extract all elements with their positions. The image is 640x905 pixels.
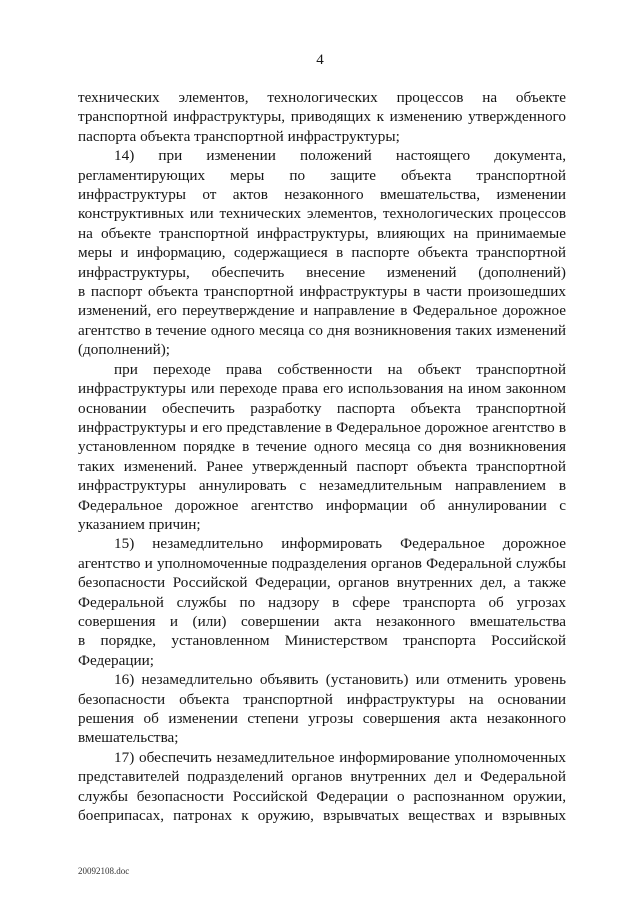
text-line: агентство в течение одного месяца со дня возникновения таких изменений [78, 321, 566, 339]
paragraph-item-17 [78, 748, 566, 826]
text-line: 17) обеспечить незамедлительное информирование уполномоченных [114, 748, 566, 766]
text-line: представителей подразделений органов внутренних дел и Федеральной [78, 768, 566, 786]
text-line: вмешательства; [78, 729, 179, 747]
document-body [78, 88, 566, 825]
paragraph-item-14 [78, 146, 566, 359]
text-line: 14) при изменении положений настоящего документа, [114, 147, 566, 165]
paragraph-continuation [78, 88, 566, 146]
text-line: конструктивных или технических элементов, технологических процессов [78, 205, 566, 223]
text-line: регламентирующих меры по защите объекта транспортной [78, 166, 566, 184]
text-line: установленном порядке в течение одного месяца со дня возникновения [78, 438, 566, 456]
text-line: 15) незамедлительно информировать Федеральное дорожное [114, 535, 566, 553]
text-line: указанием причин; [78, 515, 201, 533]
text-line: инфраструктуры или переходе права его использования на ином законном [78, 380, 566, 398]
text-line: меры и информацию, содержащиеся в паспорте объекта транспортной [78, 244, 566, 262]
text-line: инфраструктуры аннулировать с незамедлительным направлением в [78, 477, 566, 495]
paragraph-ownership-transfer [78, 360, 566, 535]
text-line: Федеральной службы по надзору в сфере транспорта об угрозах [78, 593, 566, 611]
text-line: инфраструктуры от актов незаконного вмешательства, изменении [78, 186, 566, 204]
text-line: при переходе права собственности на объект транспортной [114, 360, 566, 378]
text-line: Федерации; [78, 651, 154, 669]
page-number: 4 [316, 52, 324, 68]
text-line: таких изменений. Ранее утвержденный паспорт объекта транспортной [78, 457, 566, 475]
text-line: (дополнений); [78, 341, 171, 359]
text-line: Федеральное дорожное агентство информации об аннулировании с [78, 496, 566, 514]
text-line: совершения и (или) совершении акта незаконного вмешательства [78, 612, 566, 630]
text-line: решения об изменении степени угрозы совершения акта незаконного [78, 710, 566, 727]
file-name-footer: 20092108.doc [78, 866, 130, 876]
text-line: инфраструктуры и его представление в Федеральное дорожное агентство в [78, 418, 566, 436]
text-line: технических элементов, технологических процессов на объекте [78, 89, 566, 106]
text-line: боеприпасах, патронах к оружию, взрывчатых веществах и взрывных [78, 807, 566, 825]
text-line: агентство и уполномоченные подразделения органов Федеральной службы [78, 554, 566, 572]
text-line: 16) незамедлительно объявить (установить) или отменить уровень [114, 671, 566, 689]
text-line: паспорта объекта транспортной инфраструктуры; [78, 127, 400, 145]
paragraph-item-15 [78, 534, 566, 670]
text-line: основании обеспечить разработку паспорта объекта транспортной [78, 399, 566, 417]
text-line: службы безопасности Российской Федерации о распознанном оружии, [78, 787, 566, 805]
text-line: на объекте транспортной инфраструктуры, влияющих на принимаемые [78, 224, 566, 242]
text-line: безопасности объекта транспортной инфраструктуры на основании [78, 690, 566, 708]
text-line: в порядке, установленном Министерством транспорта Российской [78, 632, 566, 650]
text-line: транспортной инфраструктуры, приводящих к изменению утвержденного [78, 108, 566, 126]
paragraph-item-16 [78, 670, 566, 748]
text-line: инфраструктуры, обеспечить внесение изменений (дополнений) [78, 263, 566, 281]
text-line: в паспорт объекта транспортной инфраструктуры в части произошедших [78, 283, 566, 301]
text-line: изменений, его переутверждение и направление в Федеральное дорожное [78, 302, 566, 320]
text-line: безопасности Российской Федерации, органов внутренних дел, а также [78, 574, 566, 592]
